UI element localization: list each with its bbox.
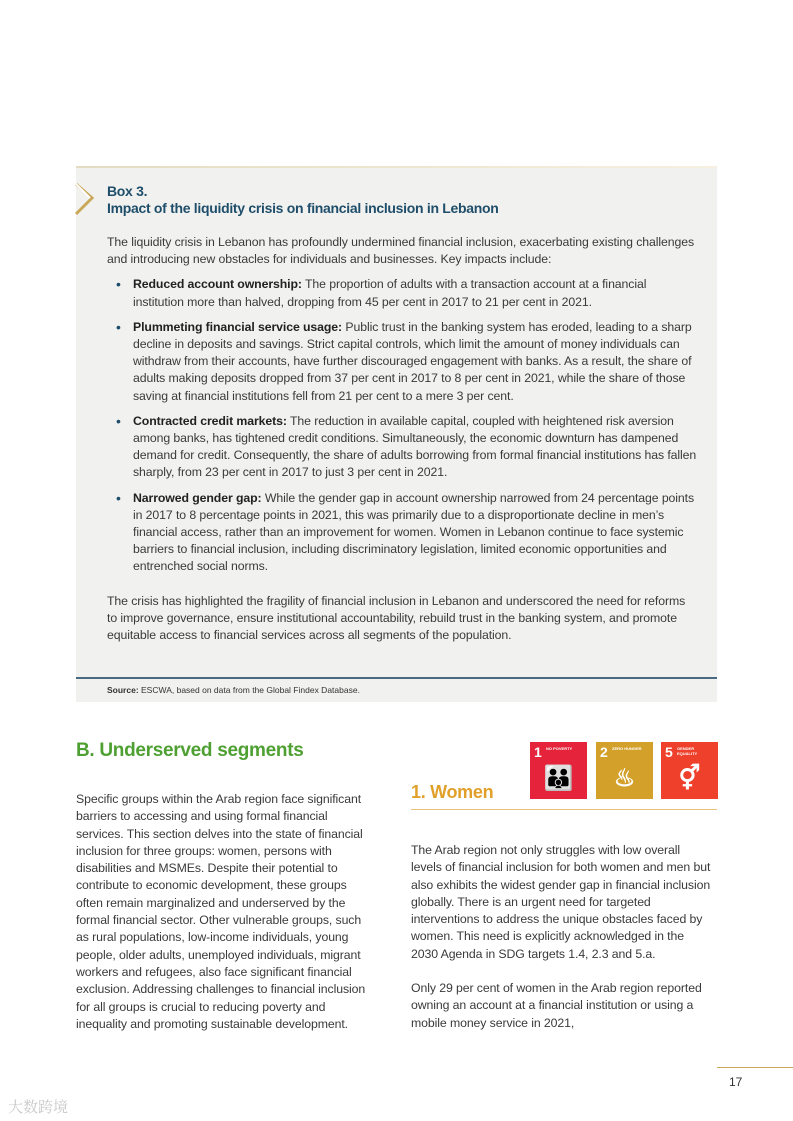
- box-heading: Impact of the liquidity crisis on financial inclusion in Lebanon: [107, 200, 499, 216]
- bullet-text: The reduction in available capital, coupled with heightened risk aversion among banks, has tightened credit conditions. Simultaneously, the economic downturn has dampened demand for credit. Consequently, the share of adults borrowing from formal financial institutions has fallen sharply, from 23 per cent in 2017 to just 3 per cent in 2021.: [133, 413, 697, 480]
- subsection-rule: [411, 809, 717, 810]
- sdg-number: 2: [600, 744, 608, 760]
- box-title: [107, 183, 499, 217]
- sdg-number: 1: [534, 744, 542, 760]
- sdg-title: ZERO HUNGER: [612, 746, 642, 751]
- page-number: 17: [729, 1075, 743, 1089]
- box-conclusion: The crisis has highlighted the fragility of financial inclusion in Lebanon and underscored the need for reforms to improve governance, ensure institutional accountability, rebuild trust in the banking system, and promote equitable access to financial services across all segments of the population.: [107, 593, 686, 643]
- sdg-title: NO POVERTY: [546, 746, 573, 751]
- box-3: [76, 166, 717, 702]
- source-label: Source:: [107, 685, 139, 695]
- bullet-lead: Contracted credit markets:: [133, 413, 287, 428]
- bullet-lead: Reduced account ownership:: [133, 277, 302, 292]
- bullet-lead: Narrowed gender gap:: [133, 490, 262, 505]
- paragraph: The Arab region not only struggles with low overall levels of financial inclusion for both women and men but also exhibits the widest gender gap in financial inclusion globally. There is an urgent need for targeted interventions to address the unique obstacles faced by women. This need is explicitly acknowledged in the 2030 Agenda in SDG targets 1.4, 2.3 and 5.a.: [411, 843, 711, 961]
- list-item: [116, 489, 697, 576]
- bullet-lead: Plummeting financial service usage:: [133, 319, 343, 334]
- bullet-icon: •: [116, 489, 121, 506]
- box-top-rule: [76, 166, 717, 168]
- bowl-icon: ♨: [613, 765, 636, 792]
- paragraph: Only 29 per cent of women in the Arab region reported owning an account at a financial institution or using a mobile money service in 2021,: [411, 981, 702, 1030]
- sdg-title: GENDER EQUALITY: [677, 746, 698, 756]
- chevron-marker-icon: [74, 182, 96, 216]
- list-item: [116, 276, 697, 310]
- subsection-heading: 1. Women: [411, 782, 494, 802]
- impact-list: [107, 276, 697, 575]
- sdg-1-badge: [530, 742, 587, 799]
- bullet-icon: •: [116, 276, 121, 293]
- sdg-number: 5: [665, 744, 673, 760]
- left-column: [76, 791, 376, 1050]
- watermark-logo: 大数跨境: [8, 1099, 69, 1116]
- box-intro: The liquidity crisis in Lebanon has profoundly undermined financial inclusion, exacerbating existing challenges and introducing new obstacles for individuals and businesses. Key impacts include:: [107, 235, 695, 267]
- source-text: ESCWA, based on data from the Global Findex Database.: [138, 685, 360, 695]
- family-icon: 👪: [543, 765, 574, 792]
- bullet-icon: •: [116, 412, 121, 429]
- list-item: [116, 412, 697, 482]
- page-number-rule: [717, 1067, 793, 1068]
- bullet-text: While the gender gap in account ownership narrowed from 24 percentage points in 2017 to 8 percentage points in 2021, this was primarily due to a disproportionate decline in men’s financial access, rather than an improvement for women. Women in Lebanon continue to face systemic barriers to financial inclusion, including discriminatory legislation, limited economic opportunities and entrenched social norms.: [133, 490, 695, 574]
- list-item: [116, 318, 697, 405]
- section-body: Specific groups within the Arab region face significant barriers to accessing and using formal financial services. This section delves into the state of financial inclusion for three groups: women, persons with disabilities and MSMEs. Despite their potential to contribute to economic development, these groups often remain marginalized and underserved by the formal financial sector. Other vulnerable groups, such as rural populations, low-income individuals, young people, older adults, unemployed individuals, migrant workers and refugees, also face significant financial exclusion. Addressing challenges to financial inclusion for all groups is crucial to reducing poverty and inequality and promoting sustainable development.: [76, 792, 366, 1031]
- bullet-icon: •: [116, 318, 121, 335]
- sdg-5-badge: [661, 742, 718, 799]
- section-heading: B. Underserved segments: [76, 740, 304, 761]
- source-divider: [76, 677, 717, 679]
- gender-icon: ⚥: [678, 765, 701, 792]
- bullet-text: Public trust in the banking system has eroded, leading to a sharp decline in deposits and savings. Strict capital controls, which limit the amount of money individuals can withdraw from their accounts, have further discouraged engagement with banks. As a result, the share of adults making deposits dropped from 37 per cent in 2017 to 8 per cent in 2021, while the share of those saving at financial institutions fell from 21 per cent to a mere 3 per cent.: [133, 319, 692, 403]
- right-column: [411, 842, 711, 1049]
- box-label: Box 3.: [107, 183, 148, 199]
- box-body: [107, 234, 697, 661]
- sdg-2-badge: [596, 742, 653, 799]
- bullet-text: The proportion of adults with a transaction account at a financial institution more than halved, dropping from 45 per cent in 2017 to 21 per cent in 2021.: [133, 277, 647, 309]
- source-note: [107, 685, 360, 695]
